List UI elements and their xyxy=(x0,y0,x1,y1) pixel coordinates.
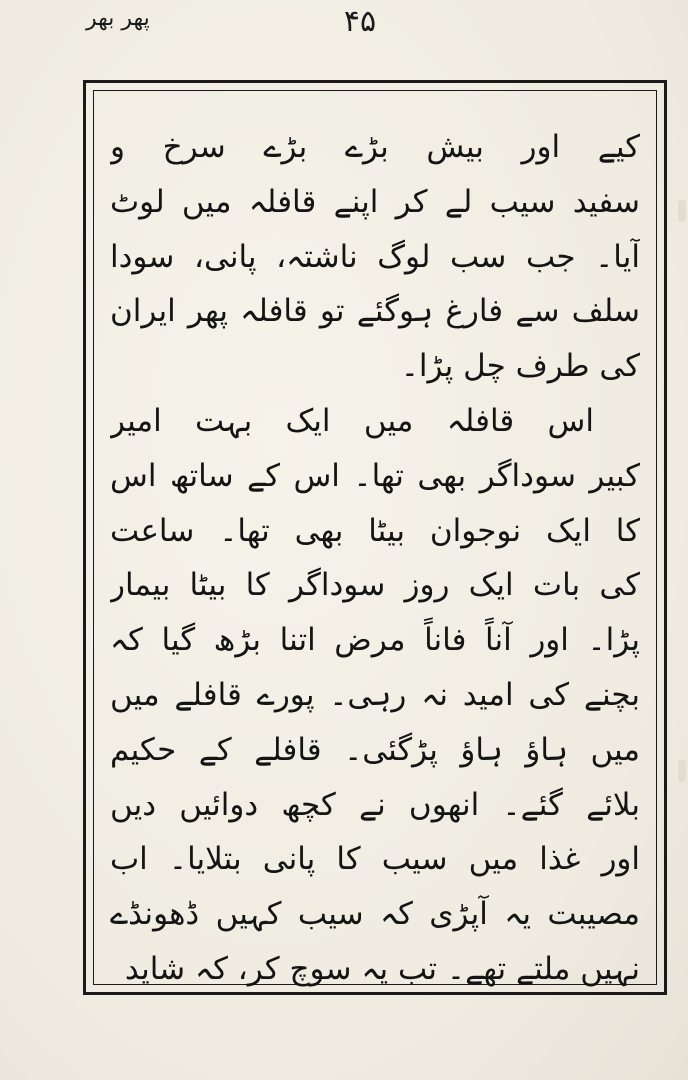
text-line-7: کبیر سوداگر بھی تھا۔ اس کے ساتھ اس xyxy=(110,457,640,494)
text-line-1: کیے اور بیش بڑے بڑے سرخ و xyxy=(110,129,640,165)
text-line-4: سلف سے فارغ ہوگئے تو قافلہ پھر ایران xyxy=(110,293,640,330)
paper-fold-mark xyxy=(678,760,686,782)
text-line-15: مصیبت یہ آپڑی کہ سیب کہیں ڈھونڈے xyxy=(110,896,640,933)
page-number: ۴۵ xyxy=(343,4,377,39)
text-line-11: بچنے کی امید نہ رہی۔ پورے قافلے میں xyxy=(110,676,640,713)
text-line-2: سفید سیب لے کر اپنے قافلہ میں لوٹ xyxy=(110,183,640,220)
text-line-3: آیا۔ جب سب لوگ ناشتہ، پانی، سودا xyxy=(110,238,640,275)
text-line-12: میں ہاؤ ہاؤ پڑگئی۔ قافلے کے حکیم xyxy=(110,731,640,768)
text-line-8: کا ایک نوجوان بیٹا بھی تھا۔ ساعت xyxy=(110,512,640,549)
text-line-14: اور غذا میں سیب کا پانی بتلایا۔ اب xyxy=(110,841,640,878)
paper-fold-mark xyxy=(678,200,686,222)
body-text xyxy=(110,120,640,987)
text-line-10: پڑا۔ اور آناً فاناً مرض اتنا بڑھ گیا کہ xyxy=(110,622,640,659)
text-line-13: بلائے گئے۔ انھوں نے کچھ دوائیں دیں xyxy=(110,786,640,823)
text-line-16: نہیں ملتے تھے۔ تب یہ سوچ کر، کہ شاید xyxy=(124,950,640,987)
text-line-5: کی طرف چل پڑا۔ xyxy=(400,348,640,385)
running-header: پھر بھر xyxy=(86,6,150,31)
text-line-9: کی بات ایک روز سوداگر کا بیٹا بیمار xyxy=(110,567,640,604)
text-line-6: اس قافلہ میں ایک بہت امیر xyxy=(110,402,594,439)
